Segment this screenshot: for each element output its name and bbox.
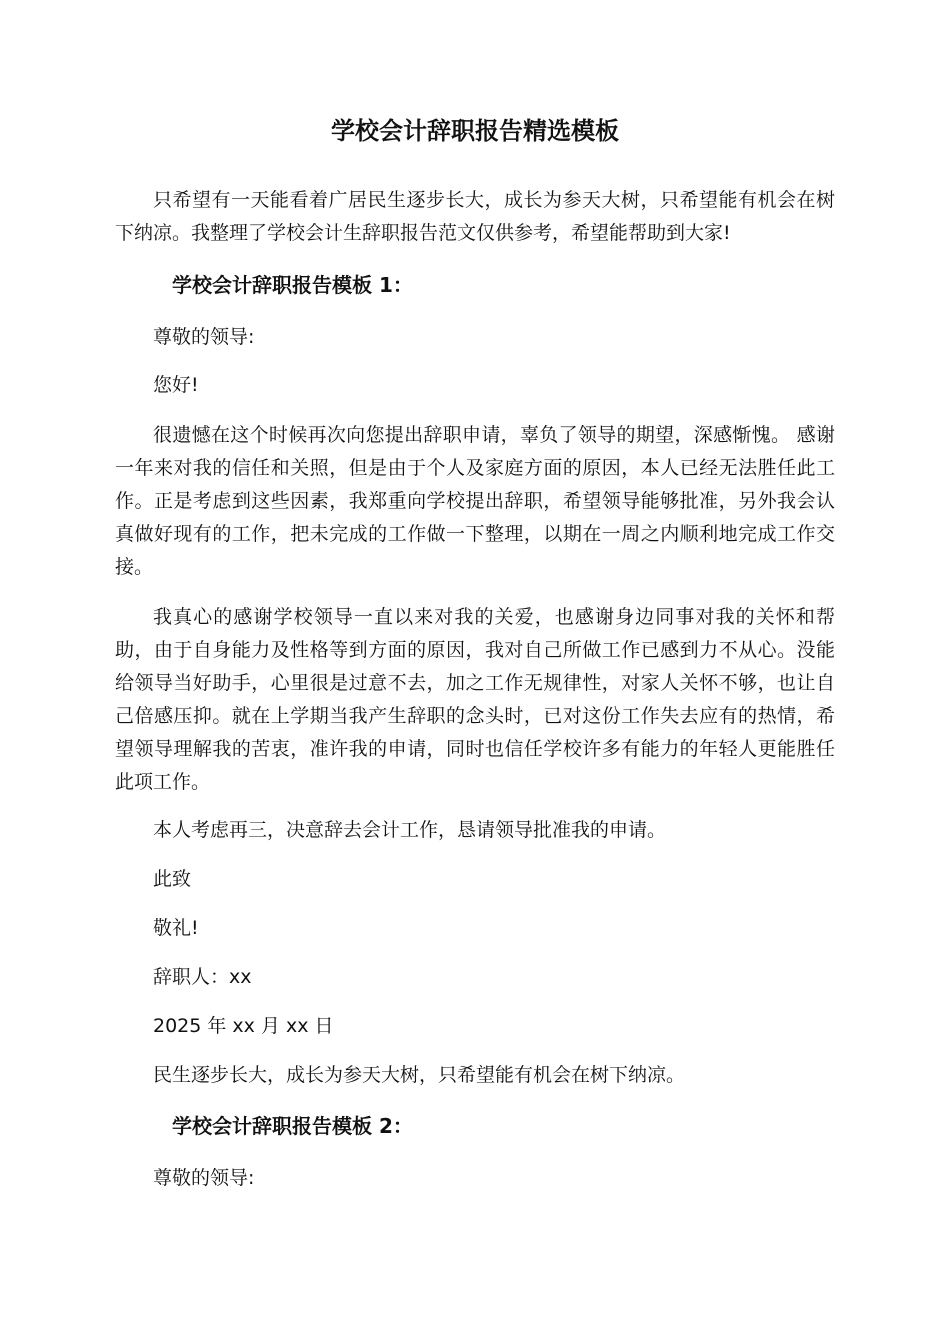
- template-2-salutation: 尊敬的领导:: [153, 1167, 255, 1189]
- template-2-heading: 学校会计辞职报告模板 2：: [172, 1114, 413, 1138]
- template-1-tail: 民生逐步长大，成长为参天大树，只希望能有机会在树下纳凉。: [153, 1064, 686, 1086]
- template-1-paragraph-2: 我真心的感谢学校领导一直以来对我的关爱，也感谢身边同事对我的关怀和帮助，由于自身能力及性格等到方面的原因，我对自己所做工作已感到力不从心。没能给领导当好助手，心里很是过意不去，加之工作无规律性，对家人关怀不够，也让自己倍感压抑。就在上学期当我产生辞职的念头时，已对这份工作失去应有的热情，希望领导理解我的苦衷，准许我的申请，同时也信任学校许多有能力的年轻人更能胜任此项工作。: [115, 606, 835, 793]
- intro-paragraph: 只希望有一天能看着广居民生逐步长大，成长为参天大树，只希望能有机会在树下纳凉。我整理了学校会计生辞职报告范文仅供参考，希望能帮助到大家!: [115, 189, 835, 244]
- template-1-heading: 学校会计辞职报告模板 1：: [172, 273, 413, 297]
- template-1-paragraph-1: 很遗憾在这个时候再次向您提出辞职申请，辜负了领导的期望，深感惭愧。 感谢一年来对我的信任和关照，但是由于个人及家庭方面的原因，本人已经无法胜任此工作。正是考虑到这些因素，我郑重向学校提出辞职，希望领导能够批准，另外我会认真做好现有的工作，把未完成的工作做一下整理，以期在一周之内顺利地完成工作交接。: [115, 424, 835, 578]
- template-1-closing-1: 此致: [153, 868, 192, 890]
- template-1-signature: 辞职人：xx: [153, 966, 252, 988]
- template-1-greeting: 您好!: [153, 374, 199, 396]
- template-1-date: 2025 年 xx 月 xx 日: [153, 1015, 334, 1037]
- template-1-salutation: 尊敬的领导:: [153, 326, 255, 348]
- template-1-paragraph-3: 本人考虑再三，决意辞去会计工作，恳请领导批准我的申请。: [153, 819, 667, 841]
- document-title: 学校会计辞职报告精选模板: [331, 117, 619, 145]
- template-1-closing-2: 敬礼!: [153, 917, 199, 939]
